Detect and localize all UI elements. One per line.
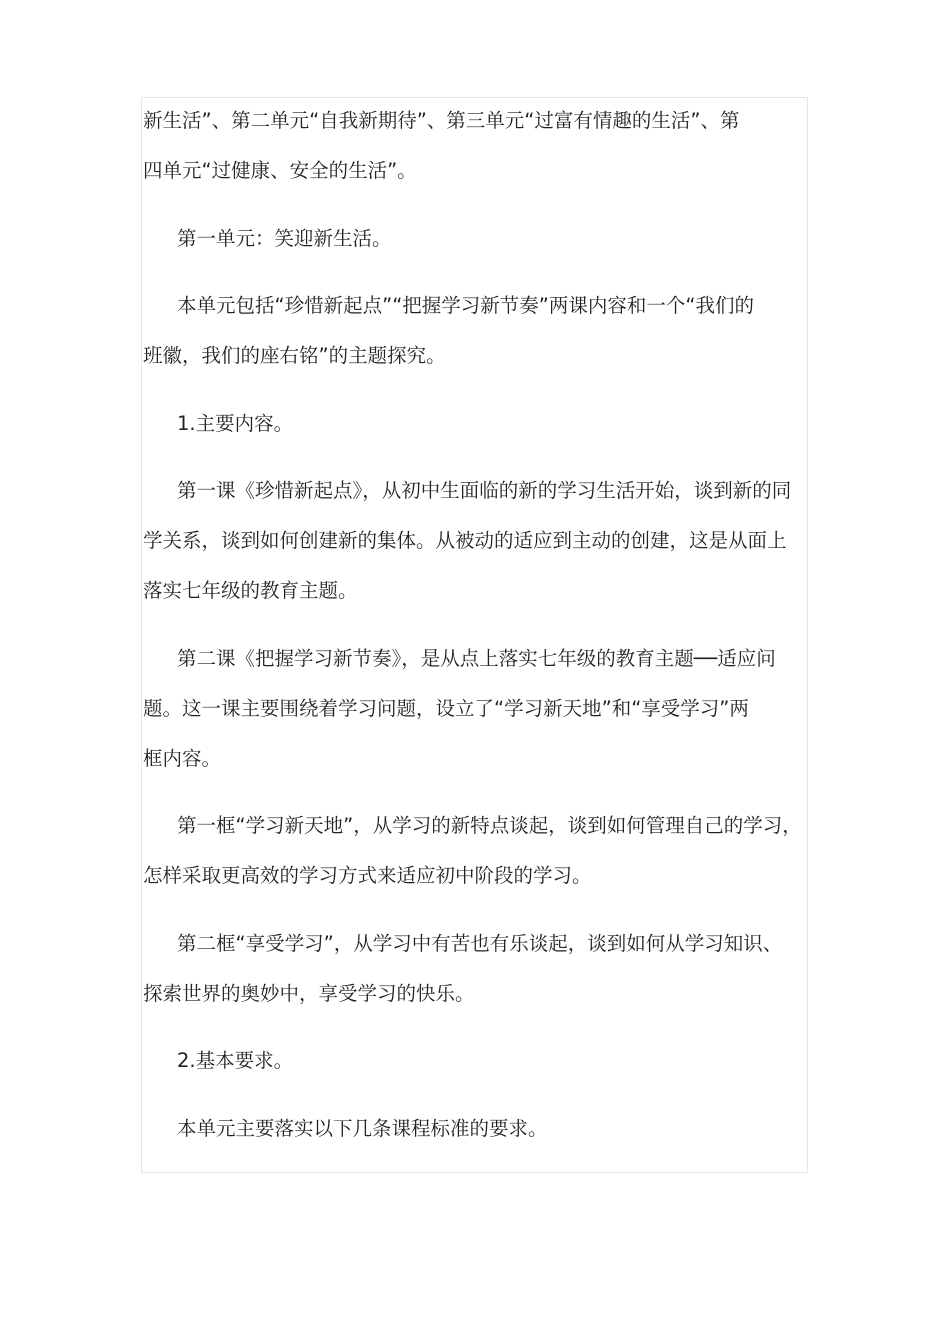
text-line: 1.主要内容。 [177, 411, 294, 435]
text-line: 落实七年级的教育主题。 [143, 579, 358, 602]
document-body [143, 96, 815, 1154]
paragraph-requirements-intro [143, 1104, 815, 1154]
paragraph-frame-two [143, 919, 815, 1019]
text-line: 第二框“享受学习”，从学习中有苦也有乐谈起，谈到如何从学习知识、 [177, 931, 783, 955]
text-line: 新生活”、第二单元“自我新期待”、第三单元“过富有情趣的生活”、第 [143, 109, 740, 132]
text-line: 学关系，谈到如何创建新的集体。从被动的适应到主动的创建，这是从面上 [143, 529, 787, 552]
text-line: 怎样采取更高效的学习方式来适应初中阶段的学习。 [143, 864, 592, 887]
paragraph-requirements-heading [143, 1036, 815, 1086]
text-line: 题。这一课主要围绕着学习问题，设立了“学习新天地”和“享受学习”两 [143, 696, 749, 720]
paragraph-unit-one-overview [143, 281, 815, 381]
paragraph-main-content-heading [143, 399, 815, 449]
text-line: 第一课《珍惜新起点》，从初中生面临的新的学习生活开始，谈到新的同 [177, 479, 792, 502]
text-line: 框内容。 [143, 746, 222, 770]
text-line: 班徽，我们的座右铭”的主题探究。 [143, 344, 446, 367]
paragraph-lesson-one [143, 466, 815, 616]
text-line: 第一单元：笑迎新生活。 [177, 226, 392, 250]
text-line: 本单元包括“珍惜新起点”“把握学习新节奏”两课内容和一个“我们的 [177, 294, 755, 317]
text-line: 2.基本要求。 [177, 1049, 294, 1072]
paragraph-frame-one [143, 801, 815, 901]
paragraph-lesson-two [143, 634, 815, 784]
paragraph-unit-one-heading [143, 214, 815, 264]
text-line: 第二课《把握学习新节奏》，是从点上落实七年级的教育主题──适应问 [177, 646, 776, 670]
text-line: 本单元主要落实以下几条课程标准的要求。 [177, 1116, 548, 1140]
text-line: 探索世界的奥妙中，享受学习的快乐。 [143, 981, 475, 1005]
text-line: 第一框“学习新天地”，从学习的新特点谈起，谈到如何管理自己的学习， [177, 814, 802, 837]
paragraph-unit-list [143, 96, 815, 196]
text-line: 四单元“过健康、安全的生活”。 [143, 159, 417, 182]
